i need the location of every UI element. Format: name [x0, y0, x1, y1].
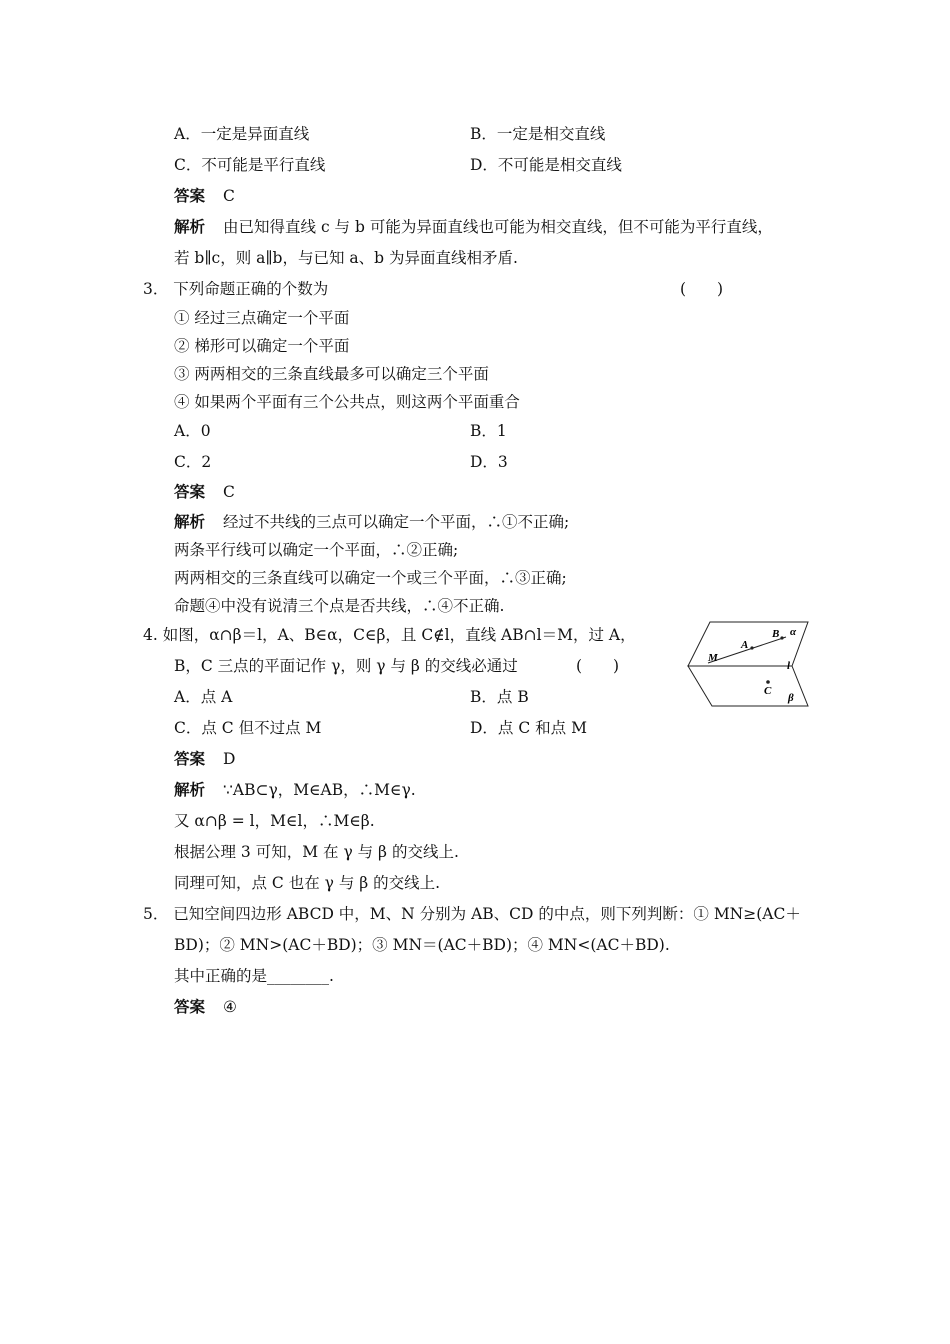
line-text: D．3	[470, 453, 508, 471]
line-text: 两两相交的三条直线可以确定一个或三个平面，∴③正确;	[174, 569, 567, 587]
line-text: B．一定是相交直线	[470, 125, 606, 143]
line-text: D	[223, 750, 236, 768]
line-text: 两条平行线可以确定一个平面，∴②正确;	[174, 541, 459, 559]
line-text: 命题④中没有说清三个点是否共线，∴④不正确.	[174, 597, 505, 615]
line-text: C	[223, 483, 235, 501]
line-text: D．点 C 和点 M	[470, 719, 587, 737]
text-line	[174, 421, 211, 441]
line-text: B．1	[470, 422, 507, 440]
line-text: C．点 C 但不过点 M	[174, 719, 322, 737]
line-text: ∵AB⊂γ，M∈AB，∴M∈γ.	[223, 781, 416, 799]
label-l: l	[787, 660, 791, 672]
text-line	[174, 452, 211, 472]
line-text: D．不可能是相交直线	[470, 156, 622, 174]
text-line	[174, 248, 518, 268]
figure-svg	[684, 620, 810, 710]
line-text: 若 b∥c，则 a∥b，与已知 a、b 为异面直线相矛盾.	[174, 249, 518, 267]
text-line	[174, 687, 232, 707]
label-b: B	[772, 628, 780, 640]
line-text: C．不可能是平行直线	[174, 156, 326, 174]
point-c	[766, 680, 770, 684]
line-text: 由已知得直线 c 与 b 可能为异面直线也可能为相交直线，但不可能为平行直线，	[223, 218, 773, 236]
text-line	[174, 124, 309, 144]
text-line	[143, 625, 636, 645]
line-text: 4. 如图，α∩β＝l，A、B∈α，C∈β，且 C∉l，直线 AB∩l＝M，过 A，	[143, 626, 636, 644]
line-text: ③ 两两相交的三条直线最多可以确定三个平面	[174, 365, 489, 383]
line-text: 经过不共线的三点可以确定一个平面，∴①不正确;	[223, 513, 570, 531]
text-line	[174, 873, 440, 893]
line-text: 3． 下列命题正确的个数为	[143, 280, 329, 298]
line-text: A．0	[174, 422, 211, 440]
text-line	[174, 392, 520, 412]
label-tag: 答案	[174, 997, 206, 1016]
text-line	[680, 279, 723, 299]
line-text: 其中正确的是________.	[174, 967, 334, 985]
text-line	[174, 512, 569, 532]
line-text: 又 α∩β = l，M∈l，∴M∈β.	[174, 812, 375, 830]
label-tag: 答案	[174, 749, 206, 768]
dihedral-planes-figure	[684, 620, 810, 710]
text-line	[470, 452, 508, 472]
text-line	[174, 186, 235, 206]
text-line	[174, 336, 349, 356]
text-line	[174, 155, 325, 175]
text-line	[174, 811, 375, 831]
label-tag: 解析	[174, 217, 206, 236]
text-line	[143, 279, 328, 299]
line-text: ④	[223, 998, 237, 1016]
label-tag: 答案	[174, 482, 206, 501]
line-text: 同理可知，点 C 也在 γ 与 β 的交线上.	[174, 874, 441, 892]
text-line	[470, 687, 529, 707]
text-line	[470, 421, 507, 441]
line-text: B，C 三点的平面记作 γ，则 γ 与 β 的交线必通过	[174, 657, 518, 675]
text-line	[174, 842, 459, 862]
text-line	[174, 935, 670, 955]
text-line	[174, 596, 504, 616]
text-line	[470, 155, 622, 175]
text-line	[174, 966, 334, 986]
label-a: A	[741, 639, 749, 651]
line-text: ( )	[576, 657, 620, 675]
text-line	[143, 904, 801, 924]
label-m: M	[708, 652, 718, 664]
text-line	[174, 780, 416, 800]
text-line	[470, 124, 605, 144]
text-line	[174, 749, 235, 769]
text-line	[470, 718, 587, 738]
label-tag: 解析	[174, 780, 206, 799]
line-text: ② 梯形可以确定一个平面	[174, 337, 350, 355]
label-c: C	[764, 685, 772, 697]
line-text: BD)；② MN>(AC＋BD)；③ MN＝(AC＋BD)；④ MN<(AC＋BD).	[174, 936, 670, 954]
line-text: A．一定是异面直线	[174, 125, 310, 143]
text-line	[174, 217, 773, 237]
line-text: C	[223, 187, 235, 205]
text-line	[174, 656, 518, 676]
line-text: ① 经过三点确定一个平面	[174, 309, 350, 327]
text-line	[576, 656, 619, 676]
label-tag: 解析	[174, 512, 206, 531]
text-line	[174, 568, 567, 588]
line-text: B．点 B	[470, 688, 529, 706]
text-line	[174, 308, 349, 328]
text-line	[174, 482, 235, 502]
text-line	[174, 718, 321, 738]
line-text: 5． 已知空间四边形 ABCD 中，M、N 分别为 AB、CD 的中点，则下列判断：① MN≥(AC＋	[143, 905, 801, 923]
line-text: C．2	[174, 453, 212, 471]
line-text: A．点 A	[174, 688, 233, 706]
label-tag: 答案	[174, 186, 206, 205]
text-line	[174, 540, 458, 560]
text-line	[174, 997, 237, 1017]
point-a	[750, 646, 753, 649]
point-b	[780, 636, 783, 639]
label-beta: β	[788, 692, 794, 704]
line-text: ( )	[680, 280, 724, 298]
line-text: ④ 如果两个平面有三个公共点，则这两个平面重合	[174, 393, 520, 411]
label-alpha: α	[790, 626, 797, 638]
text-line	[174, 364, 489, 384]
line-text: 根据公理 3 可知，M 在 γ 与 β 的交线上.	[174, 843, 459, 861]
